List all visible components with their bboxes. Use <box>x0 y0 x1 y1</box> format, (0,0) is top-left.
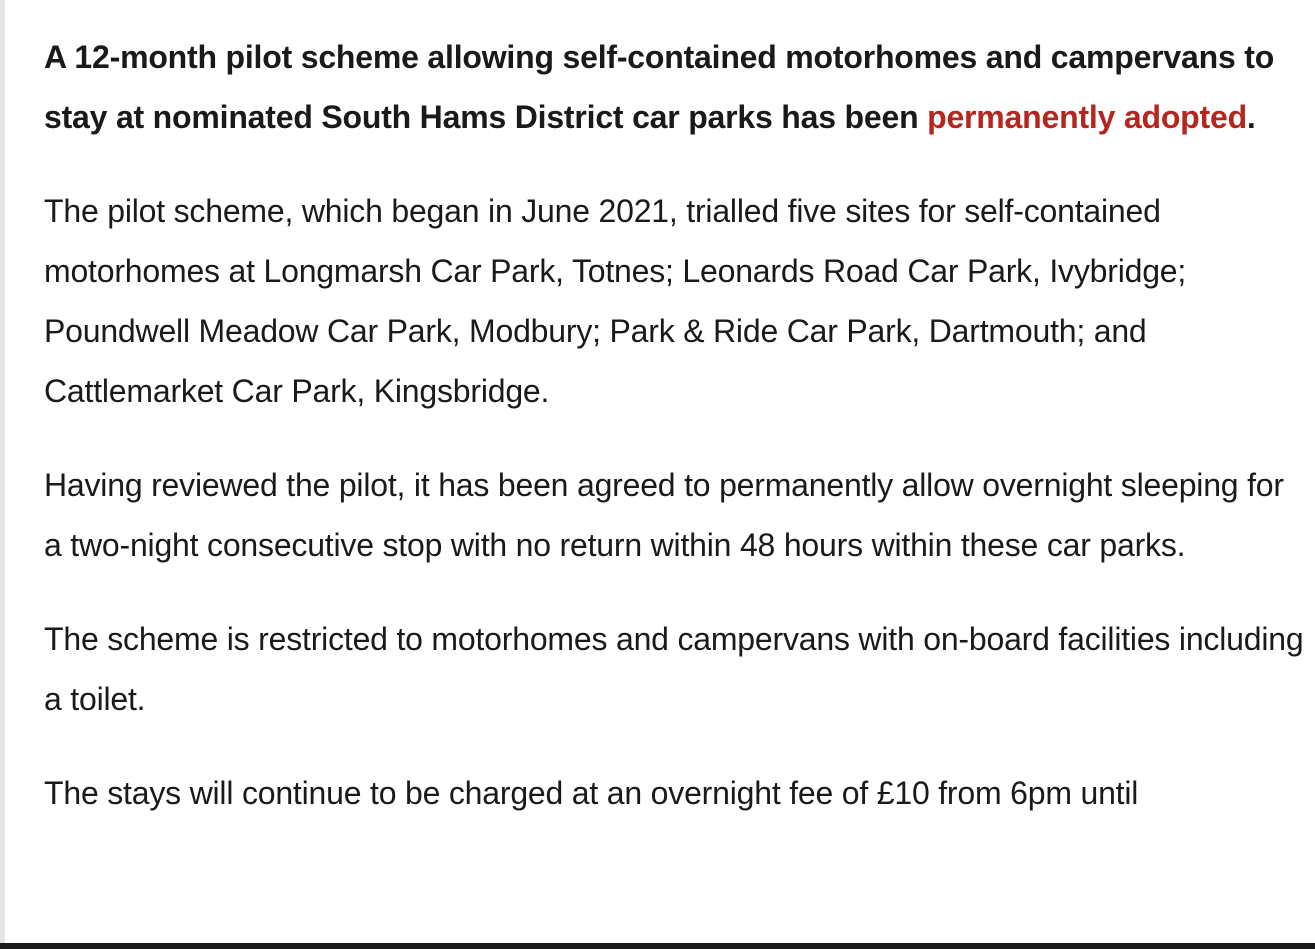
lead-paragraph <box>44 27 1304 147</box>
lead-period: . <box>1246 99 1256 135</box>
left-border <box>0 0 5 949</box>
lead-text: A 12-month pilot scheme allowing self-contained motorhomes and campervans to stay at nominated South Hams District car parks has been <box>44 39 1275 135</box>
permanently-adopted-link[interactable]: permanently adopted <box>927 99 1247 135</box>
paragraph-restriction: The scheme is restricted to motorhomes and campervans with on-board facilities including a toilet. <box>44 621 1304 717</box>
paragraph-review: Having reviewed the pilot, it has been agreed to permanently allow overnight sleeping for a two-night consecutive stop with no return within 48 hours within these car parks. <box>44 467 1284 563</box>
paragraph-fee: The stays will continue to be charged at an overnight fee of £10 from 6pm until <box>44 775 1139 811</box>
paragraph-pilot-sites: The pilot scheme, which began in June 2021, trialled five sites for self-contained motorhomes at Longmarsh Car Park, Totnes; Leonards Road Car Park, Ivybridge; Poundwell Meadow Car Park, Modbury; Park & Ride Car Park, Dartmouth; and Cattlemarket Car Park, Kingsbridge. <box>44 193 1187 409</box>
bottom-border <box>0 943 1315 949</box>
article-body <box>44 27 1304 857</box>
